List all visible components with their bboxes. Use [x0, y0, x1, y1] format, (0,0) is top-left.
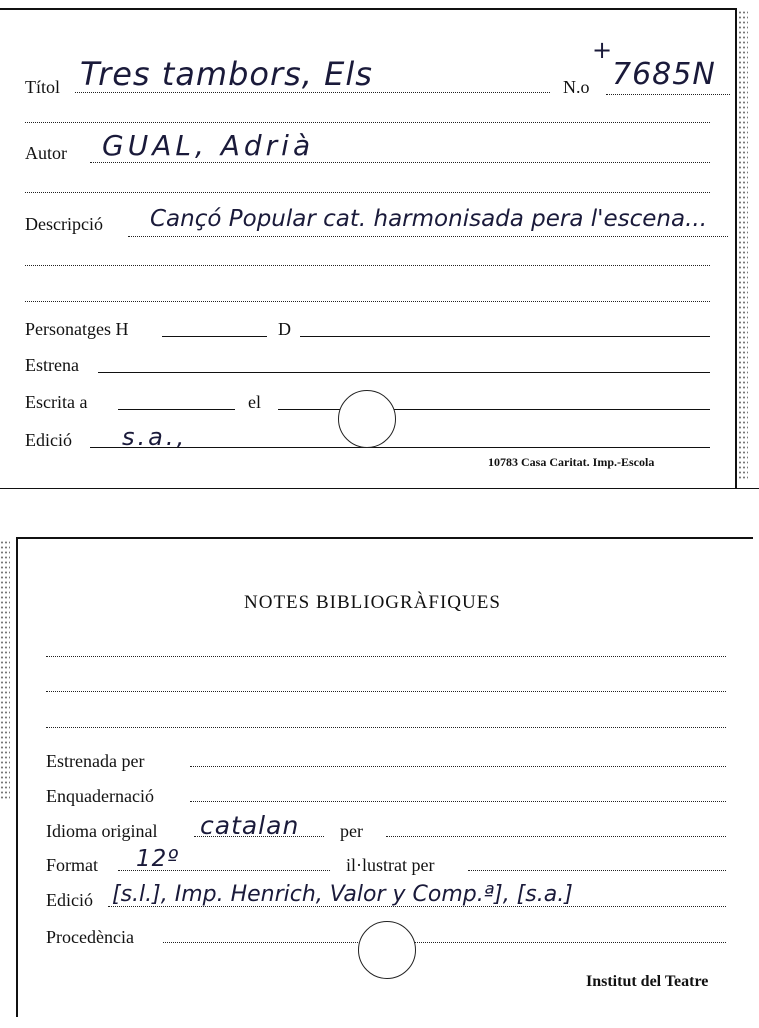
autor-line [90, 162, 710, 163]
num-label: N.o [563, 77, 590, 97]
rule-line [25, 301, 710, 302]
edicio2-value: [s.l.], Imp. Henrich, Valor y Comp.ª], [s.a.] [112, 882, 573, 907]
scan-edge-noise [738, 10, 748, 480]
edicio-line [90, 447, 710, 448]
per-line [386, 836, 726, 837]
catalog-card-front [0, 8, 737, 488]
escrita-label: Escrita a [25, 392, 88, 412]
printer-imprint: 10783 Casa Caritat. Imp.-Escola [488, 455, 655, 469]
edicio2-line [108, 906, 726, 907]
procedencia-label: Procedència [46, 927, 134, 947]
idioma-value: catalan [200, 811, 300, 840]
edicio-value: s.a., [122, 423, 188, 451]
edicio2-label: Edició [46, 890, 93, 910]
notes-heading: NOTES BIBLIOGRÀFIQUES [244, 592, 501, 613]
titol-line [75, 92, 550, 93]
punch-hole [358, 921, 416, 979]
rule-line [25, 192, 710, 193]
illustrat-line [468, 870, 726, 871]
punch-hole [338, 390, 396, 448]
titol-value: Tres tambors, Els [80, 55, 373, 93]
escrita-line [118, 409, 235, 410]
notes-line [46, 656, 726, 657]
rule-line [25, 122, 710, 123]
illustrat-label: il·lustrat per [346, 855, 435, 875]
enquadernacio-label: Enquadernació [46, 786, 154, 806]
notes-line [46, 691, 726, 692]
per-label: per [340, 821, 363, 841]
edicio-label: Edició [25, 430, 72, 450]
catalog-card-back [16, 537, 753, 1017]
num-line [606, 94, 730, 95]
descripcio-line [128, 236, 728, 237]
format-label: Format [46, 855, 98, 875]
estrenada-line [190, 766, 726, 767]
personatges-h-line [162, 336, 267, 337]
descripcio-value: Cançó Popular cat. harmonisada pera l'escena... [150, 206, 708, 232]
enquadernacio-line [190, 801, 726, 802]
descripcio-label: Descripció [25, 214, 103, 234]
format-line [118, 870, 330, 871]
autor-label: Autor [25, 143, 67, 163]
card-edge [0, 488, 759, 489]
format-value: 12º [136, 846, 180, 872]
num-mark: + [592, 36, 614, 64]
d-label: D [278, 319, 291, 339]
titol-label: Títol [25, 77, 60, 97]
idioma-line [194, 836, 324, 837]
procedencia-line [163, 942, 726, 943]
personatges-label: Personatges H [25, 319, 129, 339]
autor-value: GUAL, Adrià [102, 129, 315, 162]
estrena-label: Estrena [25, 355, 79, 375]
notes-line [46, 727, 726, 728]
personatges-d-line [300, 336, 710, 337]
estrena-line [98, 372, 710, 373]
scan-edge-noise [0, 540, 10, 800]
el-label: el [248, 392, 261, 412]
institut-label: Institut del Teatre [586, 973, 709, 990]
num-value: 7685N [612, 57, 716, 92]
estrenada-label: Estrenada per [46, 751, 145, 771]
idioma-label: Idioma original [46, 821, 158, 841]
rule-line [25, 265, 710, 266]
